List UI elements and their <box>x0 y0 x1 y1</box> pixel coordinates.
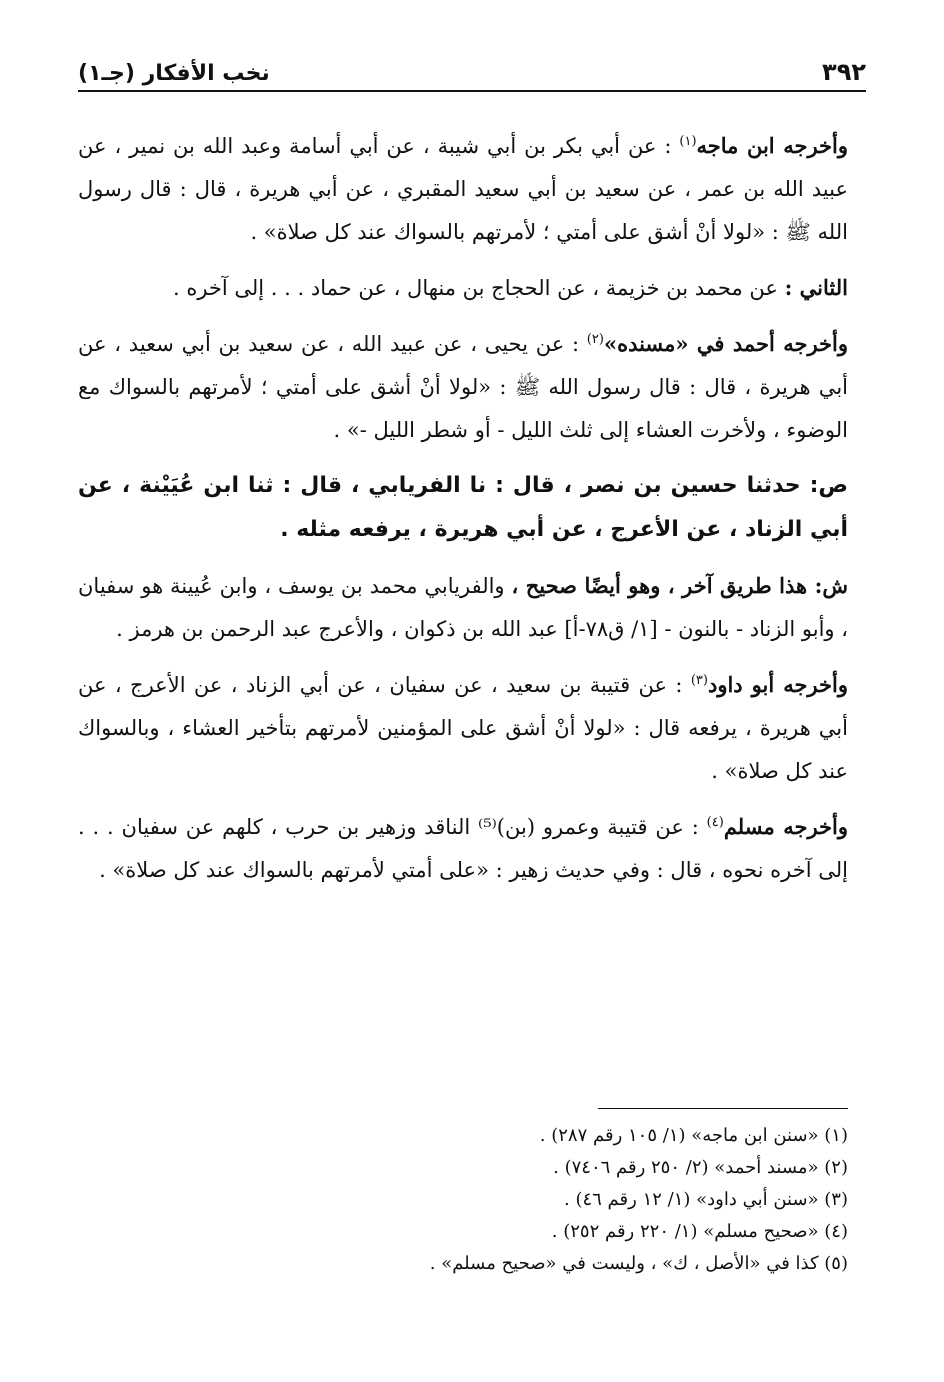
paragraph-ibn-majah <box>78 124 848 254</box>
paragraph-text: والفريابي محمد بن يوسف ، وابن عُيينة هو سفيان ، وأبو الزناد - بالنون - [١/ ق٧٨-أ] عبد الله بن ذكوان ، والأعرج عبد الرحمن بن هرمز . <box>78 574 848 641</box>
paragraph-text: : عن قتيبة وعمرو (بن)⁽⁵⁾ الناقد وزهير بن حرب ، كلهم عن سفيان . . . إلى آخره نحوه ، قال : وفي حديث زهير : «على أمتي لأمرتهم بالسواك عند كل صلاة» . <box>78 815 848 882</box>
footnote: (١) «سنن ابن ماجه» (١/ ١٠٥ رقم ٢٨٧) . <box>539 1125 848 1146</box>
paragraph-text: : عن يحيى ، عن عبيد الله ، عن سعيد بن أبي سعيد ، عن أبي هريرة ، قال : قال رسول الله ﷺ : «لولا أنْ أشق على أمتي ؛ لأمرتهم بالسواك مع الوضوء ، ولأخرت العشاء إلى ثلث الليل - أو شطر الليل -» . <box>78 332 848 442</box>
footnote: (٥) كذا في «الأصل ، ك» ، وليست في «صحيح مسلم» . <box>429 1253 848 1274</box>
paragraph-lead: الثاني : <box>784 275 848 300</box>
paragraph-second-chain <box>78 266 848 310</box>
footnote-ref: (٣) <box>690 673 708 688</box>
paragraph-ahmad <box>78 322 848 452</box>
paragraph-text: : عن قتيبة بن سعيد ، عن سفيان ، عن أبي الزناد ، عن الأعرج ، عن أبي هريرة ، يرفعه قال : «لولا أنْ أشق على المؤمنين لأمرتهم بتأخير العشاء ، وبالسواك عند كل صلاة» . <box>78 673 848 783</box>
book-title: نخب الأفكار (جـ١) <box>78 61 270 86</box>
page-number: ٣٩٢ <box>822 58 866 86</box>
paragraph-text: ص: حدثنا حسين بن نصر ، قال : نا الفريابي ، قال : ثنا ابن عُيَيْنة ، عن أبي الزناد ، عن الأعرج ، عن أبي هريرة ، يرفعه مثله . <box>78 473 848 542</box>
footnote-ref: (١) <box>679 134 697 149</box>
footnote-ref: (٢) <box>586 332 604 347</box>
paragraph-lead: وأخرجه مسلم <box>723 814 848 839</box>
paragraph-lead: وأخرجه أحمد في «مسنده» <box>603 331 848 356</box>
footnote: (٤) «صحيح مسلم» (١/ ٢٢٠ رقم ٢٥٢) . <box>551 1221 848 1242</box>
paragraph-abu-dawud <box>78 663 848 793</box>
footnote-ref: (٤) <box>706 815 724 830</box>
footnote: (٢) «مسند أحمد» (٢/ ٢٥٠ رقم ٧٤٠٦) . <box>553 1157 848 1178</box>
paragraph-matn <box>78 464 848 552</box>
footnotes <box>78 1120 848 1280</box>
page-body <box>78 124 848 904</box>
paragraph-lead: وأخرجه أبو داود <box>707 672 848 697</box>
paragraph-muslim <box>78 805 848 892</box>
paragraph-sharh <box>78 564 848 651</box>
paragraph-text: عن محمد بن خزيمة ، عن الحجاج بن منهال ، عن حماد . . . إلى آخره . <box>172 276 785 300</box>
page-header <box>78 52 866 92</box>
footnote: (٣) «سنن أبي داود» (١/ ١٢ رقم ٤٦) . <box>564 1189 848 1210</box>
paragraph-lead: وأخرجه ابن ماجه <box>696 133 848 158</box>
paragraph-text: : عن أبي بكر بن أبي شيبة ، عن أبي أسامة وعبد الله بن نمير ، عن عبيد الله بن عمر ، عن سعيد بن أبي سعيد المقبري ، عن أبي هريرة ، قال : قال رسول الله ﷺ : «لولا أنْ أشق على أمتي ؛ لأمرتهم بالسواك عند كل صلاة» . <box>78 134 848 244</box>
paragraph-lead: ش: هذا طريق آخر ، وهو أيضًا صحيح ، <box>511 573 849 598</box>
footnote-divider <box>598 1108 848 1109</box>
